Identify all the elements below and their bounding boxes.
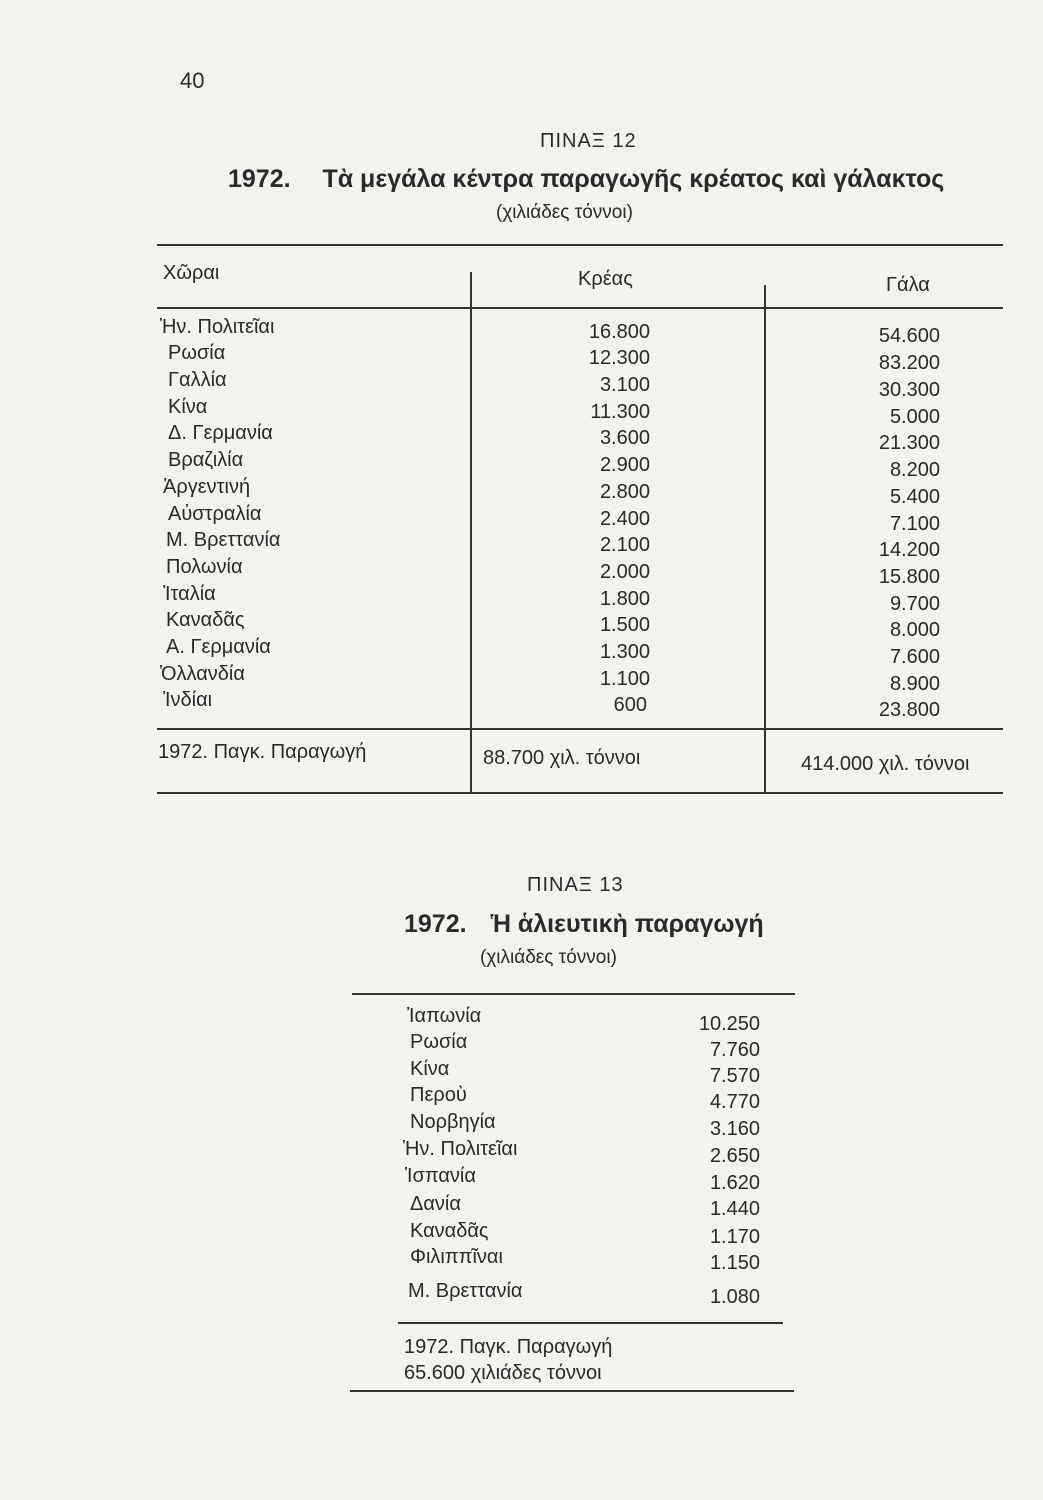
table13-row-8-country: Καναδᾶς — [410, 1220, 489, 1242]
table12-row-2-meat: 3.100 — [599, 374, 650, 396]
table12-row-1-meat: 12.300 — [588, 347, 650, 369]
table12-row-13-country: Ὁλλανδία — [160, 663, 245, 685]
table13-total-label: 1972. Παγκ. Παραγωγή — [404, 1336, 613, 1358]
table12-row-8-milk: 14.200 — [878, 539, 940, 561]
table12-row-12-country: Α. Γερμανία — [166, 636, 271, 658]
table12-row-3-country: Κίνα — [168, 396, 208, 418]
table13-row-0-country: Ἰαπωνία — [407, 1005, 482, 1027]
table13-row-9-country: Φιλιππῖναι — [410, 1246, 503, 1268]
table13-label: ΠΙΝΑΞ 13 — [527, 874, 624, 896]
table12-row-5-milk: 8.200 — [889, 459, 940, 481]
table12-header-rule — [157, 307, 1003, 309]
table13-row-10-country: Μ. Βρεττανία — [408, 1280, 523, 1302]
table12-row-1-country: Ρωσία — [168, 342, 226, 364]
table12-row-14-country: Ἰνδίαι — [163, 689, 213, 711]
table12-row-12-milk: 7.600 — [889, 646, 940, 668]
table12-row-4-milk: 21.300 — [878, 432, 940, 454]
table12-row-12-meat: 1.300 — [599, 641, 650, 663]
table12-row-3-milk: 5.000 — [889, 406, 940, 428]
table13-bottom-rule — [350, 1390, 794, 1392]
table12-year: 1972. — [228, 165, 291, 193]
table12-row-1-milk: 83.200 — [878, 352, 940, 374]
table12-row-6-milk: 5.400 — [889, 486, 940, 508]
table13-row-1-value: 7.760 — [709, 1039, 760, 1061]
table13-row-6-country: Ἱσπανία — [405, 1165, 476, 1187]
table13-row-2-value: 7.570 — [709, 1065, 760, 1087]
table13-total-value: 65.600 χιλιάδες τόννοι — [404, 1362, 602, 1384]
table12-row-6-country: Ἀργεντινή — [163, 476, 251, 498]
table12-row-2-milk: 30.300 — [878, 379, 940, 401]
table12-header-country: Χῶραι — [163, 262, 220, 284]
table12-row-8-meat: 2.100 — [599, 534, 650, 556]
table12-total-meat: 88.700 χιλ. τόννοι — [483, 747, 641, 769]
table13-title-text: Ἡ ἁλιευτικὴ παραγωγή — [490, 910, 764, 938]
table13-year: 1972. — [404, 910, 467, 938]
table12-total-milk: 414.000 χιλ. τόννοι — [801, 753, 970, 775]
table12-row-9-country: Πολωνία — [166, 556, 243, 578]
table13-row-9-value: 1.150 — [709, 1252, 760, 1274]
table12-header-meat: Κρέας — [578, 268, 633, 290]
table13-row-4-value: 3.160 — [709, 1118, 760, 1140]
table12-row-6-meat: 2.800 — [599, 481, 650, 503]
table12-row-11-milk: 8.000 — [889, 619, 940, 641]
table12-row-7-milk: 7.100 — [889, 513, 940, 535]
table13-row-4-country: Νορβηγία — [410, 1111, 496, 1133]
table13-row-10-value: 1.080 — [709, 1286, 760, 1308]
table13-row-0-value: 10.250 — [698, 1013, 760, 1035]
table13-row-1-country: Ρωσία — [410, 1031, 468, 1053]
table12-row-14-milk: 23.800 — [878, 699, 940, 721]
table12-title-text: Τὰ μεγάλα κέντρα παραγωγῆς κρέατος καὶ γάλακτος — [322, 165, 945, 193]
table12-row-7-meat: 2.400 — [599, 508, 650, 530]
table12-row-10-milk: 9.700 — [889, 593, 940, 615]
table13-row-3-value: 4.770 — [709, 1091, 760, 1113]
table12-row-11-country: Καναδᾶς — [166, 609, 245, 631]
table12-row-0-meat: 16.800 — [588, 321, 650, 343]
table12-total-label: 1972. Παγκ. Παραγωγή — [158, 741, 367, 763]
table12-row-10-country: Ἰταλία — [163, 583, 216, 605]
table13-row-2-country: Κίνα — [410, 1058, 450, 1080]
table12-col-divider-2 — [764, 285, 766, 792]
table12-row-4-country: Δ. Γερμανία — [168, 422, 273, 444]
table12-col-divider-1 — [470, 272, 472, 792]
table13-row-5-country: Ἡν. Πολιτεῖαι — [403, 1138, 518, 1160]
table12-title — [228, 165, 944, 194]
table13-body-rule — [398, 1322, 783, 1324]
table12-row-13-milk: 8.900 — [889, 673, 940, 695]
table12-row-14-meat: 600 — [613, 694, 647, 716]
table13-row-8-value: 1.170 — [709, 1226, 760, 1248]
table12-row-7-country: Αὐστραλία — [168, 503, 262, 525]
table12-row-5-country: Βραζιλία — [168, 449, 244, 471]
table12-unit: (χιλιάδες τόννοι) — [496, 202, 633, 223]
table12-row-3-meat: 11.300 — [590, 401, 650, 423]
table12-label: ΠΙΝΑΞ 12 — [540, 130, 637, 152]
table12-header-milk: Γάλα — [886, 274, 930, 296]
table12-bottom-rule — [157, 792, 1003, 794]
table13-row-7-value: 1.440 — [709, 1198, 760, 1220]
table13-row-5-value: 2.650 — [709, 1145, 760, 1167]
page-number: 40 — [180, 68, 205, 93]
table12-row-10-meat: 1.800 — [599, 588, 650, 610]
table13-row-7-country: Δανία — [410, 1193, 461, 1215]
table12-row-0-milk: 54.600 — [878, 325, 940, 347]
table12-row-11-meat: 1.500 — [599, 614, 650, 636]
table12-row-8-country: Μ. Βρεττανία — [166, 529, 281, 551]
table12-row-5-meat: 2.900 — [599, 454, 650, 476]
table13-title — [404, 910, 764, 939]
table13-row-3-country: Περοὺ — [410, 1084, 467, 1106]
table12-top-rule — [157, 244, 1003, 246]
table12-row-0-country: Ἡν. Πολιτεῖαι — [160, 316, 275, 338]
table13-row-6-value: 1.620 — [709, 1172, 760, 1194]
table12-row-9-milk: 15.800 — [878, 566, 940, 588]
table12-row-9-meat: 2.000 — [599, 561, 650, 583]
table13-unit: (χιλιάδες τόννοι) — [480, 947, 617, 968]
table12-row-2-country: Γαλλία — [168, 369, 227, 391]
table13-top-rule — [352, 993, 795, 995]
table12-row-4-meat: 3.600 — [599, 427, 650, 449]
table12-row-13-meat: 1.100 — [599, 668, 650, 690]
table12-body-rule — [157, 728, 1003, 730]
